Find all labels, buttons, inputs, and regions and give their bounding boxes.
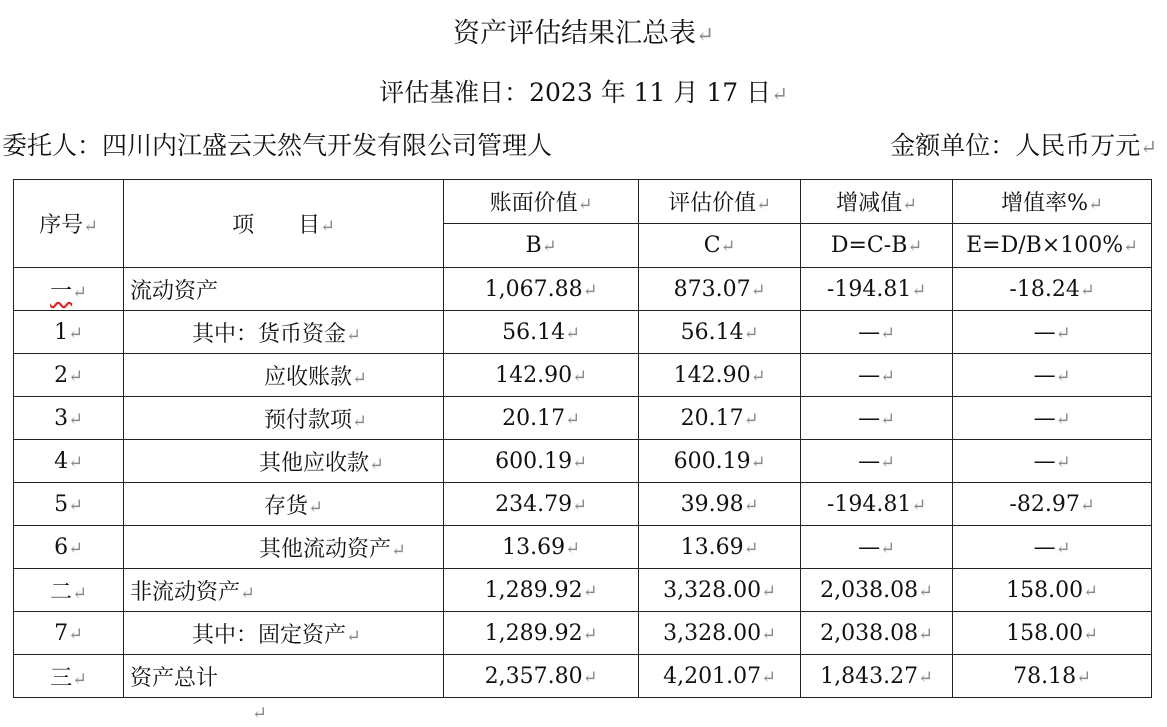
asset-summary-table <box>13 179 1152 698</box>
row-seq: 7↵ <box>14 612 124 655</box>
row-seq: 6↵ <box>14 526 124 569</box>
row-appraised: 20.17↵ <box>639 397 801 440</box>
row-appraised: 3,328.00↵ <box>639 569 801 612</box>
row-seq: 2↵ <box>14 354 124 397</box>
header-seq: 序号↵ <box>14 180 124 268</box>
row-item: 其中：货币资金↵ <box>124 311 444 354</box>
header-change: 增减值↵ <box>801 180 953 224</box>
table-row <box>14 483 1152 526</box>
header-appraised-value: 评估价值↵ <box>639 180 801 224</box>
row-rate: —↵ <box>953 311 1152 354</box>
row-change: 2,038.08↵ <box>801 612 953 655</box>
row-appraised: 39.98↵ <box>639 483 801 526</box>
header-change-rate: 增值率%↵ <box>953 180 1152 224</box>
row-change: —↵ <box>801 440 953 483</box>
row-change: -194.81↵ <box>801 268 953 311</box>
row-appraised: 142.90↵ <box>639 354 801 397</box>
row-rate: -82.97↵ <box>953 483 1152 526</box>
table-row <box>14 526 1152 569</box>
header-book-value: 账面价值↵ <box>444 180 639 224</box>
row-appraised: 873.07↵ <box>639 268 801 311</box>
row-seq: 1↵ <box>14 311 124 354</box>
unit-line: 金额单位：人民币万元↵ <box>890 131 1157 160</box>
row-appraised: 3,328.00↵ <box>639 612 801 655</box>
table-row <box>14 397 1152 440</box>
row-seq: 3↵ <box>14 397 124 440</box>
row-appraised: 13.69↵ <box>639 526 801 569</box>
row-seq: 5↵ <box>14 483 124 526</box>
row-change: —↵ <box>801 311 953 354</box>
table-row <box>14 569 1152 612</box>
row-rate: 158.00↵ <box>953 569 1152 612</box>
row-rate: 78.18↵ <box>953 655 1152 698</box>
table-row <box>14 354 1152 397</box>
document-title: 资产评估结果汇总表↵ <box>452 18 715 49</box>
row-seq: 4↵ <box>14 440 124 483</box>
row-rate: —↵ <box>953 397 1152 440</box>
base-date: 评估基准日：2023 年 11 月 17 日↵ <box>379 78 788 107</box>
row-book: 142.90↵ <box>444 354 639 397</box>
row-item: 预付款项↵ <box>124 397 444 440</box>
row-item: 其他流动资产↵ <box>124 526 444 569</box>
row-book: 20.17↵ <box>444 397 639 440</box>
header-item: 项 目↵ <box>124 180 444 268</box>
row-item: 资产总计 <box>124 655 444 698</box>
row-book: 1,289.92↵ <box>444 612 639 655</box>
header-row <box>14 180 1152 224</box>
row-appraised: 4,201.07↵ <box>639 655 801 698</box>
row-rate: —↵ <box>953 354 1152 397</box>
table-row <box>14 311 1152 354</box>
row-book: 2,357.80↵ <box>444 655 639 698</box>
header-change-code: D=C-B↵ <box>801 224 953 268</box>
row-item: 流动资产 <box>124 268 444 311</box>
row-change: 1,843.27↵ <box>801 655 953 698</box>
paragraph-mark: ↵ <box>252 703 268 724</box>
row-seq: 二↵ <box>14 569 124 612</box>
row-item: 其他应收款↵ <box>124 440 444 483</box>
row-change: —↵ <box>801 526 953 569</box>
header-appraised-code: C↵ <box>639 224 801 268</box>
row-appraised: 600.19↵ <box>639 440 801 483</box>
row-change: -194.81↵ <box>801 483 953 526</box>
row-rate: —↵ <box>953 526 1152 569</box>
row-book: 600.19↵ <box>444 440 639 483</box>
table-row <box>14 612 1152 655</box>
header-rate-code: E=D/B×100%↵ <box>953 224 1152 268</box>
header-book-code: B↵ <box>444 224 639 268</box>
row-change: —↵ <box>801 354 953 397</box>
row-item: 非流动资产↵ <box>124 569 444 612</box>
row-book: 1,289.92↵ <box>444 569 639 612</box>
table-row <box>14 655 1152 698</box>
row-item: 其中：固定资产↵ <box>124 612 444 655</box>
table-row <box>14 268 1152 311</box>
row-book: 56.14↵ <box>444 311 639 354</box>
row-seq: 三↵ <box>14 655 124 698</box>
row-seq: 一↵ <box>14 268 124 311</box>
row-rate: 158.00↵ <box>953 612 1152 655</box>
row-appraised: 56.14↵ <box>639 311 801 354</box>
row-rate: -18.24↵ <box>953 268 1152 311</box>
table-row <box>14 440 1152 483</box>
row-item: 应收账款↵ <box>124 354 444 397</box>
row-rate: —↵ <box>953 440 1152 483</box>
row-change: 2,038.08↵ <box>801 569 953 612</box>
row-item: 存货↵ <box>124 483 444 526</box>
row-book: 234.79↵ <box>444 483 639 526</box>
row-book: 13.69↵ <box>444 526 639 569</box>
client-line: 委托人：四川内江盛云天然气开发有限公司管理人 <box>2 131 553 160</box>
row-book: 1,067.88↵ <box>444 268 639 311</box>
row-change: —↵ <box>801 397 953 440</box>
